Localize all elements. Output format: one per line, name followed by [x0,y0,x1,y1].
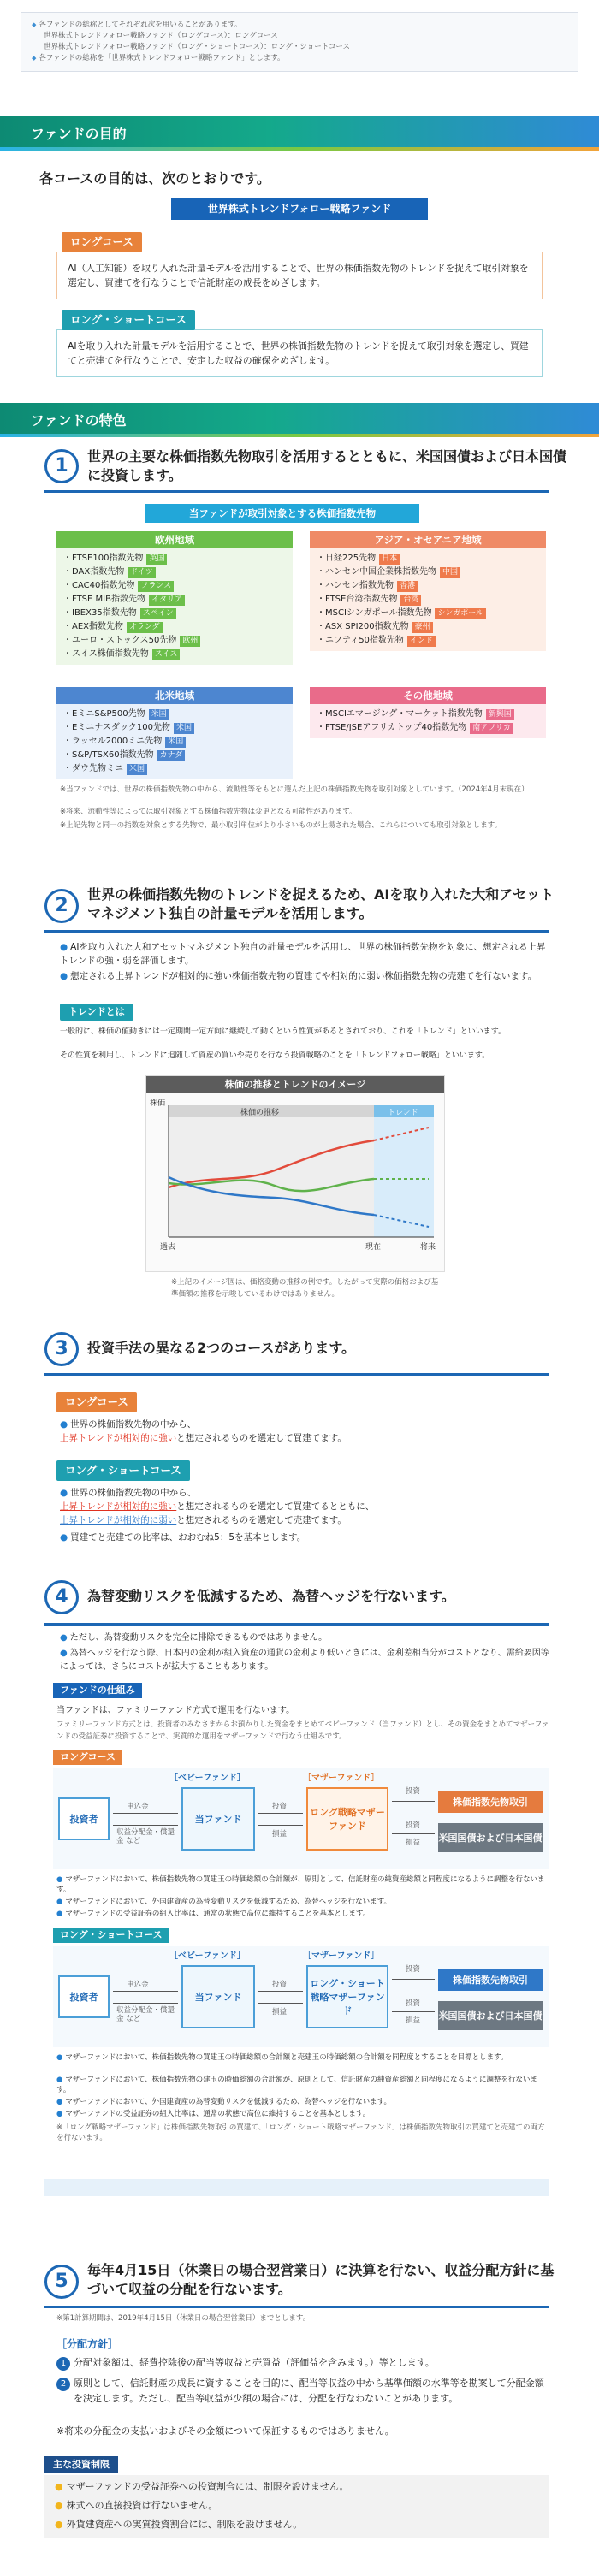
futures-name: ユーロ・ストックス50先物 [72,636,177,645]
futures-item [63,579,286,593]
band-title: ファンドの目的 [31,126,127,142]
feature-title: 毎年4月15日（休業日の場合翌営業日）に決算を行ない、収益分配方針に基づいて収益の分配を行ないます。 [87,2262,555,2297]
highlight: 上昇トレンドが相対的に強い [60,1433,177,1443]
flow-note: ● マザーファンドにおいて、外国建資産の為替変動リスクを低減するため、為替ヘッジを行ないます。 [56,1897,549,1907]
region-other [310,687,546,738]
section-band-features [0,403,599,434]
ls-desc [60,1486,549,1527]
country-label: 香港 [397,581,418,592]
apply-label: 申込金 [127,1981,149,1989]
long-tag: ロングコース [56,1392,137,1412]
futures-item [63,749,286,762]
policy-item-2 [56,2376,549,2406]
chart-note: ※上記のイメージ図は、価格変動の推移の例です。したがって実際の価格および基準価額の推移を示唆しているわけではありません。 [171,1278,439,1299]
country-label: 米国 [174,723,194,734]
mechanism-text: ファミリーファンド方式とは、投資者のみなさまからお預かりした資金をまとめてベビーファンド（当ファンド）とし、その資金をまとめてマザーファンドの受益証券に投資することで、実質的な運用をマザーファンドで行なう仕組みです。 [56,1720,549,1741]
invest-label: 投資 [272,1981,288,1989]
ratio-note: ● 買建てと売建ての比率は、おおむね5：5を基本とします。 [60,1531,549,1544]
futures-name: MSCIエマージング・マーケット指数先物 [325,709,483,719]
futures-name: FTSE台湾指数先物 [325,595,398,604]
country-label: 南アフリカ [470,723,513,734]
limit-item: ● マザーファンドの受益証券への投資割合には、制限を設けません。 [55,2480,349,2494]
feature-number: 4 [44,1580,79,1614]
region-title: 欧州地域 [56,531,293,548]
futures-item [63,620,286,634]
futures-name: CAC40指数先物 [72,581,135,590]
region-title: その他地域 [310,687,546,704]
flow-note: ※「ロング戦略マザーファンド」は株価指数先物取引の買建て、「ロング・ショート戦略マザーファンド」は株価指数先物取引の買建てと売建ての両方を行ないます。 [56,2123,545,2142]
futures-item [63,593,286,607]
futures-name: S&P/TSX60指数先物 [72,750,154,760]
feature-bullet: ● AIを取り入れた大和アセットマネジメント独自の計量モデルを活用し、世界の株価指数先物を対象に、想定される上昇トレンドの強・弱を評価します。 [60,940,549,968]
text: と想定されるものを選定して買建てるとともに、 [176,1501,375,1512]
purpose-lead: 各コースの目的は、次のとおりです。 [39,170,270,187]
country-label: ドイツ [128,567,156,578]
futures-item [317,579,539,593]
futures-item [317,634,539,648]
futures-name: DAX指数先物 [72,567,125,577]
ls-tag: ロング・ショートコース [56,1460,190,1481]
note-text: ◆ 各ファンドの総称を「世界株式トレンドフォロー戦略ファンド」とします。 [32,53,567,64]
futures-name: ダウ先物ミニ [72,764,123,773]
highlight: 上昇トレンドが相対的に強い [60,1501,177,1512]
return-label: 損益 [272,2008,288,2016]
caution-box [44,2179,549,2196]
distrib-label: 収益分配金・償還金 など [116,2006,175,2023]
policy-item-1 [56,2355,549,2371]
divider [44,1623,549,1626]
invest-label: 投資 [406,1821,421,1830]
feature-title: 世界の主要な株価指数先物取引を活用するとともに、米国国債および日本国債に投資します。 [87,448,567,483]
futures-name: ニフティ50指数先物 [325,636,404,645]
highlight: 上昇トレンドが相対的に弱い [60,1515,177,1525]
futures-name: AEX指数先物 [72,622,124,631]
bonds-box: 米国国債および日本国債 [438,1823,543,1852]
baby-fund-box: 当ファンド [181,1965,255,2028]
feature-bullet: ● 為替ヘッジを行なう際、日本円の金利が組入資産の通貨の金利より低いときには、金利差相当分がコストとなり、需給要因等によっては、さらにコストが拡大することもあります。 [60,1647,549,1674]
flow-arrow [113,2003,178,2004]
ls-course-tag: ロング・ショートコース [62,310,195,330]
country-label: オランダ [127,622,163,633]
fund-name-bar: 世界株式トレンドフォロー戦略ファンド [171,198,428,220]
trend-tag: トレンドとは [60,1004,133,1021]
baby-label: ［ベビーファンド］ [169,1774,246,1783]
chart-title: 株価の推移とトレンドのイメージ [146,1076,444,1093]
futures-item [317,721,539,735]
flow-note: ● マザーファンドにおいて、株価指数先物の建玉の時価総額の合計額が、原則として、信託財産の純資産総額と同程度になるように調整を行ないます。 [56,2075,549,2095]
investor-box: 投資者 [58,1975,110,2018]
feature-bullet: ● 想定される上昇トレンドが相対的に強い株価指数先物の買建てや相対的に弱い株価指数先物の売建てを行ないます。 [60,969,549,983]
baby-fund-box: 当ファンド [181,1787,255,1851]
futures-name: ASX SPI200指数先物 [325,622,409,631]
text: と想定されるものを選定して売建てます。 [176,1515,347,1525]
flow-arrow [392,1979,435,1980]
flow-arrow [258,2003,303,2004]
apply-label: 申込金 [127,1803,149,1811]
baby-label: ［ベビーファンド］ [169,1951,246,1961]
mechanism-tag: ファンドの仕組み [53,1683,142,1698]
country-label: 新興国 [486,709,514,720]
invest-label: 投資 [406,1965,421,1974]
futures-item [317,552,539,566]
long-course-text: AI（人工知能）を取り入れた計量モデルを活用することで、世界の株価指数先物のトレンドを捉えて取引対象を選定し、買建てを行なうことで信託財産の成長をめざします。 [56,252,543,299]
futures-item [63,566,286,579]
flow-ls-tag: ロング・ショートコース [53,1928,169,1943]
feature-number: 5 [44,2265,79,2299]
region-list [56,548,293,665]
footnote: ※上記先物と同一の指数を対象とする先物で、最小取引単位がより小さいものが上場された場合、これらについても取引対象とします。 [60,821,502,830]
futures-item [63,721,286,735]
futures-item [63,762,286,776]
futures-name: スイス株価指数先物 [72,649,149,659]
country-label: シンガポール [435,608,486,619]
divider [44,1373,549,1376]
futures-name: FTSE/JSEアフリカトップ40指数先物 [325,723,467,732]
x-label-future: 将来 [420,1243,436,1252]
note-text: 世界株式トレンドフォロー戦略ファンド（ロングコース）：ロングコース [44,32,278,40]
country-label: カナダ [157,750,186,761]
futures-name: ハンセン中国企業株指数先物 [325,567,436,577]
long-course-tag: ロングコース [62,232,142,252]
return-label: 損益 [406,1839,421,1847]
country-label: 豪州 [412,622,433,633]
long-desc [60,1418,549,1445]
futures-item [317,620,539,634]
number-icon: 2 [56,2378,70,2391]
flow-arrow [392,1801,435,1802]
flow-arrow [392,1833,435,1834]
divider [44,930,549,933]
policy-note: ※将来の分配金の支払いおよびその金額について保証するものではありません。 [56,2425,394,2437]
footnote: ※当ファンドでは、世界の株価指数先物の中から、流動性等をもとに選んだ上記の株価指数先物を取引対象としています。（2024年4月末現在） [60,785,529,794]
feature-bullet: ● ただし、為替変動リスクを完全に排除できるものではありません。 [60,1631,549,1645]
mother-fund-box: ロング戦略マザーファンド [306,1787,388,1851]
country-label: 欧州 [180,636,200,647]
history-label: 株価の推移 [240,1109,280,1117]
futures-name: 日経225先物 [325,554,377,563]
futures-item [63,735,286,749]
futures-item [63,634,286,648]
mother-label: ［マザーファンド］ [303,1951,380,1961]
x-label-past: 過去 [160,1243,176,1252]
feature-number: 1 [44,449,79,483]
country-label: スペイン [140,608,176,619]
flow-note: ● マザーファンドにおいて、株価指数先物の買建玉の時価総額の合計額が、原則として、信託財産の純資産総額と同程度になるように調整を行ないます。 [56,1874,549,1895]
country-label: 台湾 [400,595,421,606]
divider [44,490,549,493]
return-label: 損益 [406,2016,421,2025]
flow-arrow [113,1991,178,1992]
country-label: 米国 [127,764,147,775]
features-body [0,434,599,2576]
ls-course-text: AIを取り入れた計量モデルを活用することで、世界の株価指数先物のトレンドを捉えて取引対象を選定し、買建てと売建てを行なうことで、安定した収益の確保をめざします。 [56,329,543,377]
country-label: 中国 [440,567,460,578]
note-text: 世界株式トレンドフォロー戦略ファンド（ロング・ショートコース）：ロング・ショートコース [44,43,350,51]
number-icon: 1 [56,2357,70,2371]
country-label: スイス [152,649,181,660]
futures-name: MSCIシンガポール指数先物 [325,608,432,618]
country-label: 日本 [379,554,400,565]
invest-label: 投資 [272,1803,288,1811]
distribution-policy-tag: ［分配方針］ [56,2338,119,2350]
section-band-purpose [0,116,599,147]
region-asia [310,531,546,651]
feature-title: 投資手法の異なる2つのコースがあります。 [87,1340,356,1356]
distrib-label: 収益分配金・償還金 など [116,1828,175,1845]
futures-box: 株価指数先物取引 [438,1791,543,1813]
flow-long-diagram [53,1768,549,1869]
footnote: ※将来、流動性等によっては取引対象とする株価指数先物は変更となる可能性があります。 [60,808,357,816]
flow-long-tag: ロングコース [53,1750,122,1765]
flow-note: ● マザーファンドの受益証券の組入比率は、通常の状態で高位に維持することを基本とします。 [56,2109,549,2119]
trend-note: その性質を利用し、トレンドに追随して資産の買いや売りを行なう投資戦略のことを「トレンドフォロー戦略」といいます。 [60,1051,490,1060]
trend-chart [145,1075,445,1272]
futures-name: ラッセル2000ミニ先物 [72,737,163,746]
trend-note: 一般的に、株価の値動きには一定期間一定方向に継続して動くという性質があるとされており、これを「トレンド」といいます。 [60,1027,507,1036]
futures-box: 株価指数先物取引 [438,1969,543,1991]
divider [44,2306,549,2308]
country-label: 米国 [165,737,186,748]
bonds-box: 米国国債および日本国債 [438,2001,543,2030]
feature-number: 2 [44,889,79,923]
feature-title: 世界の株価指数先物のトレンドを捉えるため、AIを取り入れた大和アセットマネジメント独自の計量モデルを活用します。 [87,886,555,921]
futures-name: FTSE MIB指数先物 [72,595,145,604]
text: 世界の株価指数先物の中から、 [70,1488,197,1498]
band-title: ファンドの特色 [31,412,127,429]
trend-label: トレンド [388,1109,418,1117]
period-note: ※第1計算期間は、2019年4月15日（休業日の場合翌営業日）までとします。 [56,2314,311,2323]
naming-notes [21,12,578,72]
flow-arrow [392,2011,435,2012]
limits-tag: 主な投資制限 [44,2456,118,2473]
invest-label: 投資 [406,1999,421,2008]
futures-item [63,648,286,661]
policy-text: 原則として、信託財産の成長に資することを目的に、配当等収益の中から基準価額の水準等を勘案して分配金額を決定します。ただし、配当等収益が少額の場合には、分配を行なわないことがあります。 [74,2378,544,2404]
investor-box: 投資者 [58,1797,110,1840]
region-list [310,548,546,651]
region-list [310,704,546,738]
futures-name: FTSE100指数先物 [72,554,144,563]
y-label: 株価 [150,1099,166,1108]
feature-number: 3 [44,1332,79,1366]
flow-arrow [258,1825,303,1826]
flow-ls-diagram [53,1946,549,2047]
flow-note: ● マザーファンドにおいて、外国建資産の為替変動リスクを低減するため、為替ヘッジを行ないます。 [56,2097,549,2107]
flow-note: ● マザーファンドの受益証券の組入比率は、通常の状態で高位に維持することを基本とします。 [56,1909,549,1919]
limit-item: ● 株式への直接投資は行ないません。 [55,2499,217,2513]
futures-item [317,708,539,721]
mechanism-text: 当ファンドは、ファミリーファンド方式で運用を行ないます。 [56,1706,295,1715]
region-title: 北米地域 [56,687,293,704]
return-label: 損益 [272,1830,288,1839]
country-label: インド [407,636,436,647]
futures-item [63,607,286,620]
futures-bar: 当ファンドが取引対象とする株価指数先物 [145,504,419,523]
flow-arrow [113,1825,178,1826]
invest-label: 投資 [406,1787,421,1796]
futures-name: IBEX35指数先物 [72,608,137,618]
mother-label: ［マザーファンド］ [303,1774,380,1783]
text: 世界の株価指数先物の中から、 [70,1419,197,1430]
country-label: 米国 [149,709,169,720]
futures-name: EミニS&P500先物 [72,709,145,719]
futures-item [317,607,539,620]
text: と想定されるものを選定して買建てます。 [176,1433,347,1443]
limit-item: ● 外貨建資産への実質投資割合には、制限を設けません。 [55,2518,302,2532]
region-north-america [56,687,293,779]
flow-arrow [258,1991,303,1992]
country-label: イタリア [149,595,185,606]
region-europe [56,531,293,665]
futures-item [317,566,539,579]
region-title: アジア・オセアニア地域 [310,531,546,548]
country-label: 英国 [146,554,167,565]
country-label: フランス [138,581,174,592]
x-label-now: 現在 [365,1243,382,1252]
futures-name: ハンセン指数先物 [325,581,394,590]
feature-title: 為替変動リスクを低減するため、為替ヘッジを行ないます。 [87,1588,455,1604]
futures-name: Eミニナスダック100先物 [72,723,171,732]
region-list [56,704,293,779]
flow-arrow [113,1813,178,1814]
futures-item [63,708,286,721]
note-text: ◆ 各ファンドの総称としてそれぞれ次を用いることがあります。 [32,20,567,31]
flow-arrow [258,1813,303,1814]
flow-note: ● マザーファンドにおいて、株価指数先物の買建玉の時価総額の合計額と売建玉の時価総額の合計額を同程度とすることを目標とします。 [56,2052,549,2063]
trend-chart-svg [146,1093,444,1271]
futures-item [317,593,539,607]
futures-item [63,552,286,566]
mother-fund-box: ロング・ショート戦略マザーファンド [306,1965,388,2028]
policy-text: 分配対象額は、経費控除後の配当等収益と売買益（評価益を含みます。）等とします。 [74,2357,435,2368]
